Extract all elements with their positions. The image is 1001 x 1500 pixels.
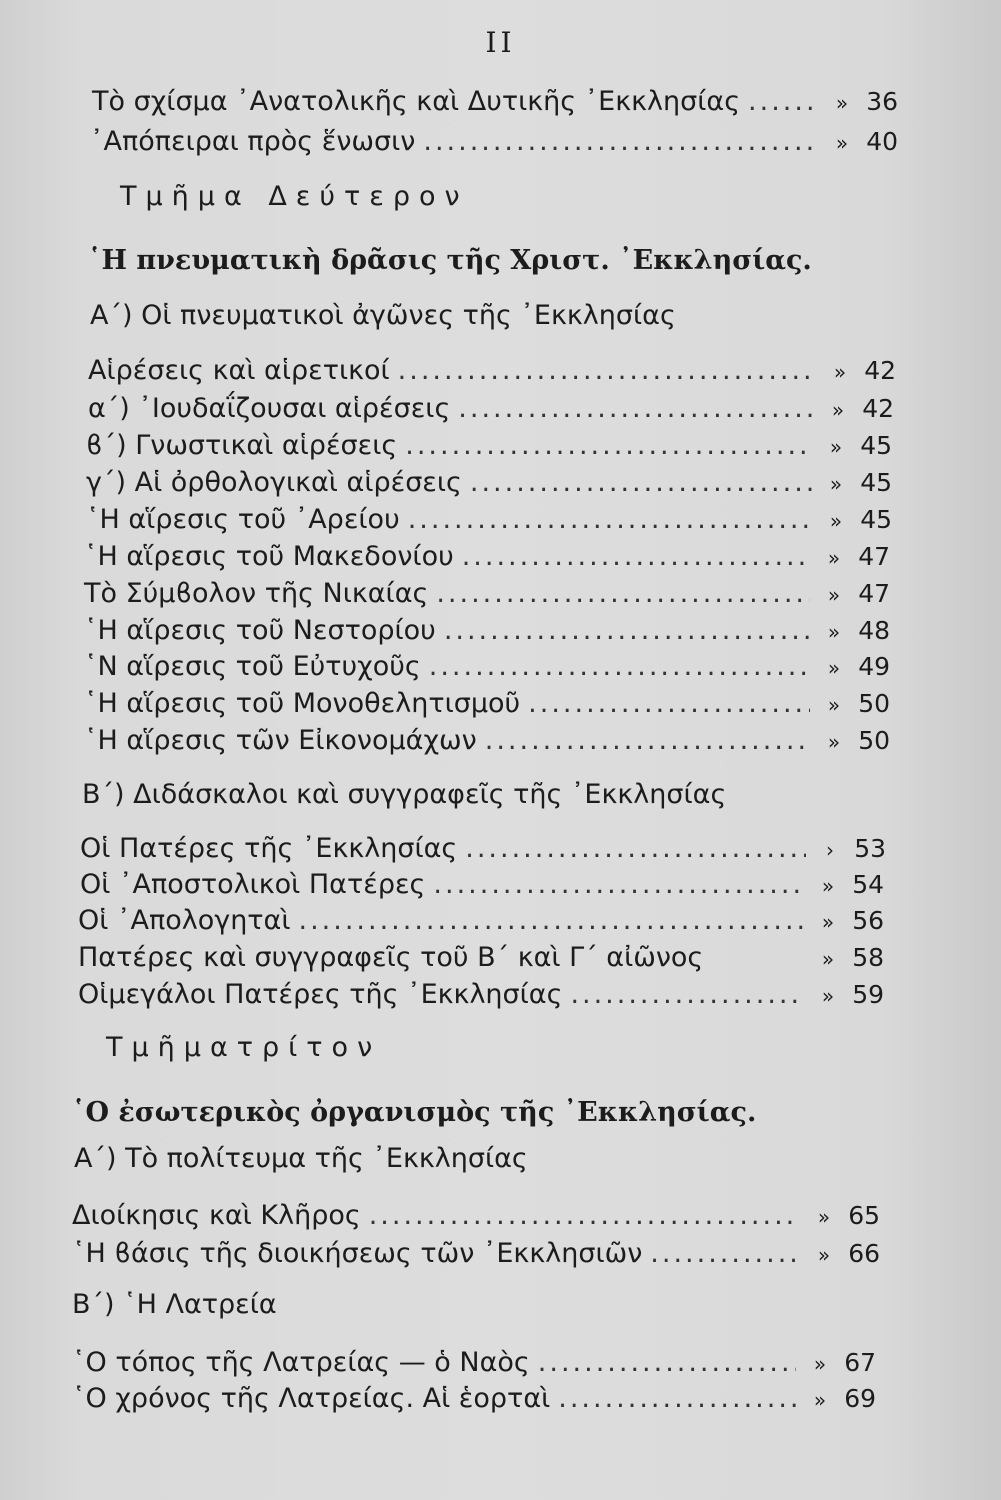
toc-entry: ῾Η αἵρεσις τῶν Εἰκονομάχων ..... » 50 [84,725,890,756]
toc-entry: ᾿Απόπειραι πρὸς ἕνωσιν ..... » 40 [90,126,898,157]
toc-entry: Οἱμεγάλοι Πατέρες τῆς ᾿Εκκλησίας ..... » 59 [78,979,884,1010]
part3-title: Τμῆματρίτον [106,1032,382,1063]
toc-entry: α΄) ᾿Ιουδαΐζουσαι αἱρέσεις ..... » 42 [88,393,894,424]
toc-entry: Οἱ Πατέρες τῆς ᾿Εκκλησίας ..... › 53 [80,833,886,864]
toc-entry: Αἱρέσεις καὶ αἱρετικοί ..... » 42 [88,355,896,386]
page-number: II [485,26,516,59]
toc-entry: ῾Η αἵρεσις τοῦ Μακεδονίου ..... » 47 [84,541,890,572]
toc-entry: Πατέρες καὶ συγγραφεῖς τοῦ Β΄ καὶ Γ΄ αἰῶνος » 58 [78,942,884,973]
part2-subsection-b: Β΄) Διδάσκαλοι καὶ συγγραφεῖς τῆς ᾿Εκκλησίας [82,779,727,810]
toc-entry: Οἱ ᾿Απολογηταὶ ..... » 56 [78,905,884,936]
toc-entry: ῾Ν αἵρεσις τοῦ Εὐτυχοῦς ..... » 49 [84,651,890,682]
part2-subsection-a: Α΄) Οἱ πνευματικοὶ ἀγῶνες τῆς ᾿Εκκλησίας [90,300,676,331]
part3-heading: ῾Ο ἐσωτερικὸς ὀργανισμὸς τῆς ᾿Εκκλησίας. [72,1097,757,1128]
toc-entry: γ΄) Αἱ ὀρθολογικαὶ αἱρέσεις ..... » 45 [86,467,892,498]
toc-entry: ῾Η ϐάσις τῆς διοικήσεως τῶν ᾿Εκκλησιῶν ..... » 66 [72,1238,880,1269]
toc-entry: Τὸ σχίσμα ᾿Ανατολικῆς καὶ Δυτικῆς ᾿Εκκλησίας ..... » 36 [92,86,898,117]
toc-entry: ῾Η αἵρεσις τοῦ Μονοθελητισμοῦ ..... » 50 [84,688,890,719]
toc-entry: ϐ΄) Γνωστικαὶ αἱρέσεις ..... » 45 [86,430,892,461]
toc-entry: Τὸ Σύμϐολον τῆς Νικαίας ..... » 47 [84,578,890,609]
part2-heading: ῾Η πνευματικὴ δρᾶσις τῆς Χριστ. ᾿Εκκλησίας. [88,245,812,276]
part3-subsection-a: Α΄) Τὸ πολίτευμα τῆς ᾿Εκκλησίας [74,1143,528,1174]
part2-title: Τμῆμα Δεύτερον [120,181,469,212]
part3-subsection-b: Β΄) ῾Η Λατρεία [72,1289,277,1320]
toc-entry: ῾Η αἵρεσις τοῦ ᾿Αρείου ..... » 45 [86,504,892,535]
toc-entry: Οἱ ᾿Αποστολικοὶ Πατέρες ..... » 54 [80,869,884,900]
toc-entry: ῾Η αἵρεσις τοῦ Νεστορίου ..... » 48 [84,615,890,646]
toc-entry: Διοίκησις καὶ Κλῆρος ..... » 65 [72,1200,880,1231]
toc-entry: ῾Ο τόπος τῆς Λατρείας — ὁ Ναὸς ..... » 67 [72,1347,876,1378]
toc-entry: ῾Ο χρόνος τῆς Λατρείας. Αἱ ἑορταὶ ..... » 69 [72,1383,876,1414]
